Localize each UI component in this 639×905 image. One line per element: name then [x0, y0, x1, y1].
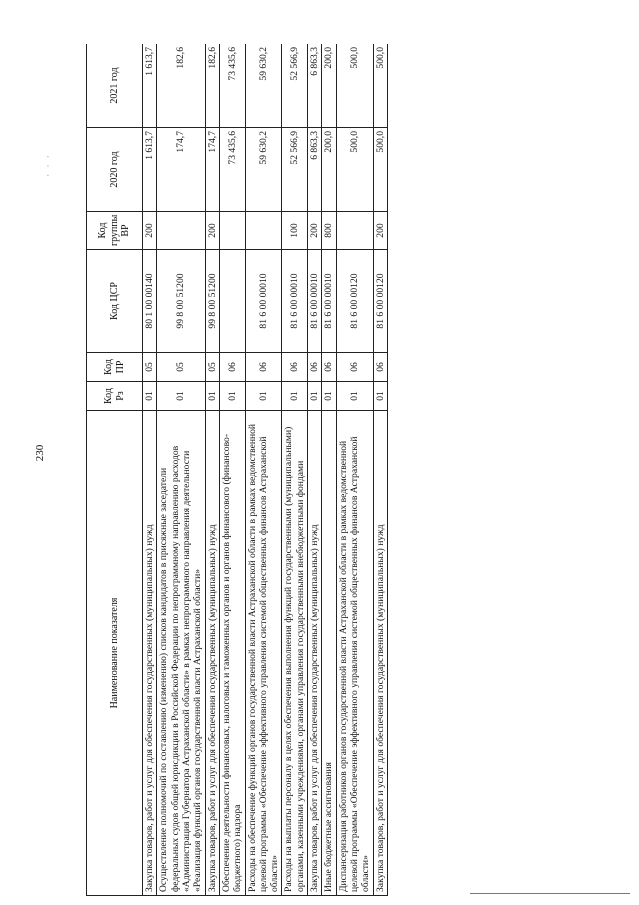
- cell-rz: 01: [245, 382, 282, 411]
- cell-name: Расходы на обеспечение функций органов государственной власти Астраханской области в рамках ведомственной целевой программы «Обеспечение эффективного управления системой общественных финансов Астраханской области»: [245, 411, 282, 896]
- cell-2021: 500,0: [373, 44, 387, 128]
- cell-pr: 06: [373, 353, 387, 382]
- rotated-table-frame: [86, 44, 639, 896]
- cell-2020: 73 435,6: [219, 128, 245, 212]
- cell-rz: 01: [143, 382, 157, 411]
- page-number: 230: [34, 444, 46, 462]
- table-row: [157, 44, 205, 896]
- cell-2020: 200,0: [322, 128, 336, 212]
- cell-name: Осуществление полномочий по составлению (изменению) списков кандидатов в присяжные заседатели федеральных судов общей юрисдикции в Российской Федерации по непрограммному направлению расходов «Администрация Губернатора Астраханской области» в рамках непрограммного направления деятельности «Реализация функций органов государственной власти Астраханской области»: [157, 411, 205, 896]
- cell-vr: [157, 212, 205, 250]
- cell-2021: 182,6: [205, 44, 219, 128]
- cell-csr: 81 6 00 00010: [322, 250, 336, 353]
- scan-artifact: · · ·: [42, 153, 53, 177]
- cell-2021: 500,0: [336, 44, 373, 128]
- cell-name: Закупка товаров, работ и услуг для обеспечения государственных (муниципальных) нужд: [205, 411, 219, 896]
- cell-name: Закупка товаров, работ и услуг для обеспечения государственных (муниципальных) нужд: [143, 411, 157, 896]
- cell-vr: 200: [205, 212, 219, 250]
- cell-rz: 01: [282, 382, 308, 411]
- cell-pr: 05: [143, 353, 157, 382]
- cell-csr: 81 6 00 00120: [336, 250, 373, 353]
- cell-2020: 174,7: [157, 128, 205, 212]
- cell-2020: 500,0: [373, 128, 387, 212]
- header-2020: 2020 год: [87, 128, 143, 212]
- table-row: [336, 44, 373, 896]
- cell-csr: 81 6 00 00010: [308, 250, 322, 353]
- header-rz: Код Рз: [87, 382, 143, 411]
- cell-csr: 99 8 00 51200: [157, 250, 205, 353]
- cell-name: Расходы на выплаты персоналу в целях обеспечения выполнения функций государственными (муниципальными) органами, казенными учреждениями, органами управления государственными внебюджетными фондами: [282, 411, 308, 896]
- cell-2020: 59 630,2: [245, 128, 282, 212]
- cell-2021: 182,6: [157, 44, 205, 128]
- cell-rz: 01: [205, 382, 219, 411]
- cell-name: Иные бюджетные ассигнования: [322, 411, 336, 896]
- table-row: [245, 44, 282, 896]
- cell-name: Закупка товаров, работ и услуг для обеспечения государственных (муниципальных) нужд: [308, 411, 322, 896]
- cell-rz: 01: [373, 382, 387, 411]
- table-row: [373, 44, 387, 896]
- table-container: [86, 44, 639, 896]
- cell-pr: 06: [308, 353, 322, 382]
- cell-name: Диспансеризация работников органов государственной власти Астраханской области в рамках ведомственной целевой программы «Обеспечение эффективного управления системой общественных финансов Астраханской области»: [336, 411, 373, 896]
- cell-csr: 80 1 00 00140: [143, 250, 157, 353]
- cell-vr: [336, 212, 373, 250]
- cell-name: Закупка товаров, работ и услуг для обеспечения государственных (муниципальных) нужд: [373, 411, 387, 896]
- cell-rz: 01: [322, 382, 336, 411]
- cell-pr: 05: [157, 353, 205, 382]
- budget-table: [86, 44, 388, 896]
- cell-rz: 01: [157, 382, 205, 411]
- header-csr: Код ЦСР: [87, 250, 143, 353]
- cell-vr: 100: [282, 212, 308, 250]
- cell-2021: 73 435,6: [219, 44, 245, 128]
- cell-2020: 500,0: [336, 128, 373, 212]
- cell-2021: 200,0: [322, 44, 336, 128]
- cell-pr: 06: [322, 353, 336, 382]
- cell-2020: 52 566,9: [282, 128, 308, 212]
- cell-rz: 01: [219, 382, 245, 411]
- cell-2021: 52 566,9: [282, 44, 308, 128]
- cell-vr: 200: [373, 212, 387, 250]
- cell-2021: 6 863,3: [308, 44, 322, 128]
- cell-pr: 06: [245, 353, 282, 382]
- table-row: [205, 44, 219, 896]
- cell-2021: 1 613,7: [143, 44, 157, 128]
- cell-name: Обеспечение деятельности финансовых, налоговых и таможенных органов и органов финансового (финансово-бюджетного) надзора: [219, 411, 245, 896]
- table-row: [143, 44, 157, 896]
- table-row: [308, 44, 322, 896]
- cell-vr: [245, 212, 282, 250]
- cell-vr: 200: [143, 212, 157, 250]
- cell-pr: 06: [282, 353, 308, 382]
- cell-pr: 06: [219, 353, 245, 382]
- cell-csr: 81 6 00 00120: [373, 250, 387, 353]
- cell-2020: 174,7: [205, 128, 219, 212]
- cell-vr: [219, 212, 245, 250]
- table-row: [322, 44, 336, 896]
- header-pr: Код ПР: [87, 353, 143, 382]
- header-name: Наименование показателя: [87, 411, 143, 896]
- header-vr: Код группы ВР: [87, 212, 143, 250]
- cell-vr: 800: [322, 212, 336, 250]
- table-row: [282, 44, 308, 896]
- cell-2020: 6 863,3: [308, 128, 322, 212]
- cell-2020: 1 613,7: [143, 128, 157, 212]
- table-body: [143, 44, 388, 896]
- cell-csr: 81 6 00 00010: [282, 250, 308, 353]
- cell-csr: 81 6 00 00010: [245, 250, 282, 353]
- cell-csr: [219, 250, 245, 353]
- table-row: [219, 44, 245, 896]
- cell-rz: 01: [336, 382, 373, 411]
- cell-pr: 05: [205, 353, 219, 382]
- table-header-row: [87, 44, 143, 896]
- cell-vr: 200: [308, 212, 322, 250]
- header-2021: 2021 год: [87, 44, 143, 128]
- cell-rz: 01: [308, 382, 322, 411]
- cell-pr: 06: [336, 353, 373, 382]
- cell-2021: 59 630,2: [245, 44, 282, 128]
- cell-csr: 99 8 00 51200: [205, 250, 219, 353]
